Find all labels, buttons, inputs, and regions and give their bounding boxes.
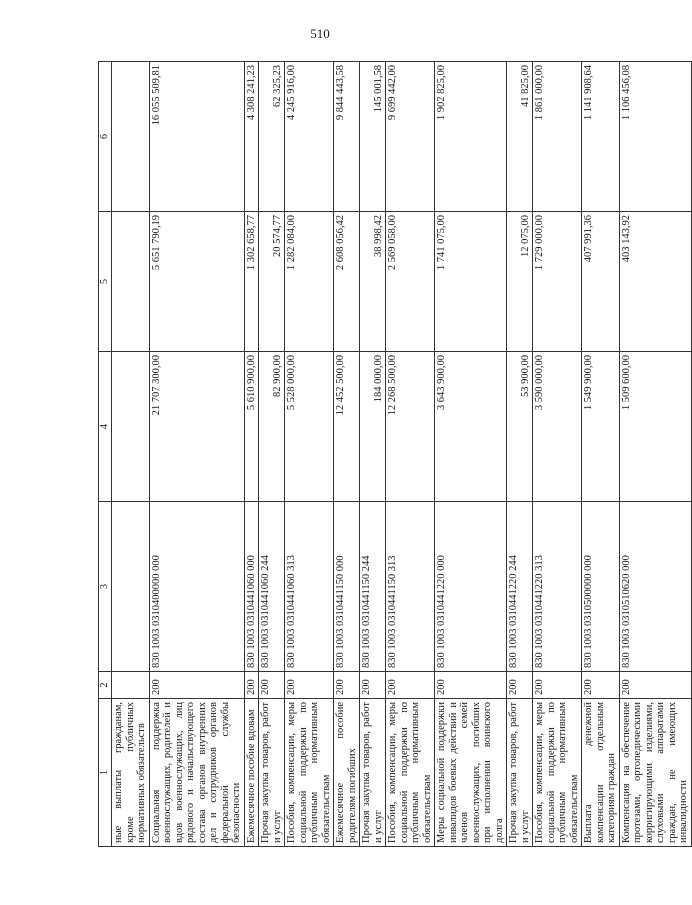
row-code: 200: [507, 672, 533, 699]
row-kbk: 830 1003 0310441150 000: [334, 502, 360, 672]
table-row: [619, 62, 691, 847]
row-exec: 407 991,36: [582, 212, 620, 352]
table-header-row: [99, 62, 112, 847]
header-col-3: 3: [99, 502, 112, 672]
row-rest: 1 902 825,00: [435, 62, 507, 212]
row-exec: 1 302 658,77: [244, 212, 259, 352]
row-kbk: 830 1003 0310510620 000: [619, 502, 691, 672]
row-name: Прочая закупка товаров, работ и услуг: [259, 699, 285, 847]
row-rest: 9 699 442,00: [386, 62, 435, 212]
row-exec: 2 608 056,42: [334, 212, 360, 352]
budget-table: [98, 61, 692, 847]
row-name: Пособия, компенсации, меры социальной поддержки по публичным нормативным обязательствам: [386, 699, 435, 847]
table-row: [435, 62, 507, 847]
row-kbk: 830 1003 0310441220 244: [507, 502, 533, 672]
row-rest: 1 141 908,64: [582, 62, 620, 212]
row-rest: 16 055 509,81: [149, 62, 244, 212]
row-rest: 145 001,58: [360, 62, 386, 212]
row-name: Пособия, компенсации, меры социальной поддержки по публичным нормативным обязательствам: [285, 699, 334, 847]
table-row: [360, 62, 386, 847]
row-exec: 38 998,42: [360, 212, 386, 352]
row-exec: 403 143,92: [619, 212, 691, 352]
row-code: 200: [360, 672, 386, 699]
row-plan: 53 900,00: [507, 352, 533, 502]
table-row: [334, 62, 360, 847]
row-name: Прочая закупка товаров, работ и услуг: [360, 699, 386, 847]
table-row: [582, 62, 620, 847]
header-col-4: 4: [99, 352, 112, 502]
row-plan: 82 900,00: [259, 352, 285, 502]
row-name: Компенсация на обеспечение протезами, ортопедическими корригирующими изделиями, слуховыми аппаратами граждан, не имеющих инвалидности: [619, 699, 691, 847]
row-plan: 184 000,00: [360, 352, 386, 502]
row-code: 200: [149, 672, 244, 699]
row-code: 200: [435, 672, 507, 699]
row-plan: 5 610 900,00: [244, 352, 259, 502]
row-code: 200: [334, 672, 360, 699]
row-rest: 41 825,00: [507, 62, 533, 212]
row-plan: 5 528 000,00: [285, 352, 334, 502]
row-name: Выплата денежной компенсации отдельным категориям граждан: [582, 699, 620, 847]
table-row: [112, 62, 150, 847]
row-rest: 62 325,23: [259, 62, 285, 212]
row-plan: 12 268 500,00: [386, 352, 435, 502]
row-exec: 20 574,77: [259, 212, 285, 352]
header-col-1: 1: [99, 699, 112, 847]
row-kbk: 830 1003 0310441060 244: [259, 502, 285, 672]
row-kbk: 830 1003 0310500000 000: [582, 502, 620, 672]
row-code: 200: [244, 672, 259, 699]
header-col-6: 6: [99, 62, 112, 212]
header-col-5: 5: [99, 212, 112, 352]
row-code: 200: [619, 672, 691, 699]
row-rest: 1 106 456,08: [619, 62, 691, 212]
row-exec: 12 075,00: [507, 212, 533, 352]
row-kbk: 830 1003 0310441060 000: [244, 502, 259, 672]
row-name: Социальная поддержка военнослужащих, родителей и вдов военнослужащих, лиц рядового и начальствующего состава органов внутренних дел и сотрудников органов федеральной службы безопасности: [149, 699, 244, 847]
row-exec: 1 282 084,00: [285, 212, 334, 352]
row-plan: 1 549 900,00: [582, 352, 620, 502]
row-plan: 3 590 000,00: [533, 352, 582, 502]
row-name: Ежемесячное пособие вдовам: [244, 699, 259, 847]
row-name: Меры социальной поддержки инвалидов боевых действий и членов семей военнослужащих, погибших при исполнении воинского долга: [435, 699, 507, 847]
row-code: 200: [259, 672, 285, 699]
row-name: Ежемесячное пособие родителям погибших: [334, 699, 360, 847]
row-code: 200: [533, 672, 582, 699]
row-plan: 3 643 900,00: [435, 352, 507, 502]
row-rest: 4 245 916,00: [285, 62, 334, 212]
row-exec: 1 729 000,00: [533, 212, 582, 352]
row-code: 200: [285, 672, 334, 699]
row-rest: 9 844 443,58: [334, 62, 360, 212]
table-row: [259, 62, 285, 847]
row-code: 200: [386, 672, 435, 699]
row-code: [112, 672, 150, 699]
row-kbk: 830 1003 0310441150 313: [386, 502, 435, 672]
row-exec: 2 569 058,00: [386, 212, 435, 352]
row-kbk: 830 1003 0310441060 313: [285, 502, 334, 672]
table-row: [533, 62, 582, 847]
row-code: 200: [582, 672, 620, 699]
row-plan: 12 452 500,00: [334, 352, 360, 502]
row-rest: [112, 62, 150, 212]
row-exec: [112, 212, 150, 352]
row-name: ные выплаты гражданам, кроме публичных нормативных обязательств: [112, 699, 150, 847]
table-row: [244, 62, 259, 847]
table-row: [386, 62, 435, 847]
row-rest: 4 308 241,23: [244, 62, 259, 212]
table-row: [285, 62, 334, 847]
rotated-table-container: [98, 62, 689, 847]
row-plan: [112, 352, 150, 502]
row-kbk: 830 1003 0310441150 244: [360, 502, 386, 672]
page-number: 510: [310, 26, 330, 41]
row-plan: 21 707 300,00: [149, 352, 244, 502]
row-plan: 1 509 600,00: [619, 352, 691, 502]
row-kbk: 830 1003 0310441220 000: [435, 502, 507, 672]
row-name: Прочая закупка товаров, работ и услуг: [507, 699, 533, 847]
row-exec: 5 651 790,19: [149, 212, 244, 352]
table-row: [149, 62, 244, 847]
row-kbk: [112, 502, 150, 672]
header-col-2: 2: [99, 672, 112, 699]
row-exec: 1 741 075,00: [435, 212, 507, 352]
row-rest: 1 861 000,00: [533, 62, 582, 212]
row-kbk: 830 1003 0310400000 000: [149, 502, 244, 672]
rotated-table-area: [98, 62, 689, 847]
table-row: [507, 62, 533, 847]
row-name: Пособия, компенсации, меры социальной поддержки по публичным нормативным обязательствам: [533, 699, 582, 847]
row-kbk: 830 1003 0310441220 313: [533, 502, 582, 672]
